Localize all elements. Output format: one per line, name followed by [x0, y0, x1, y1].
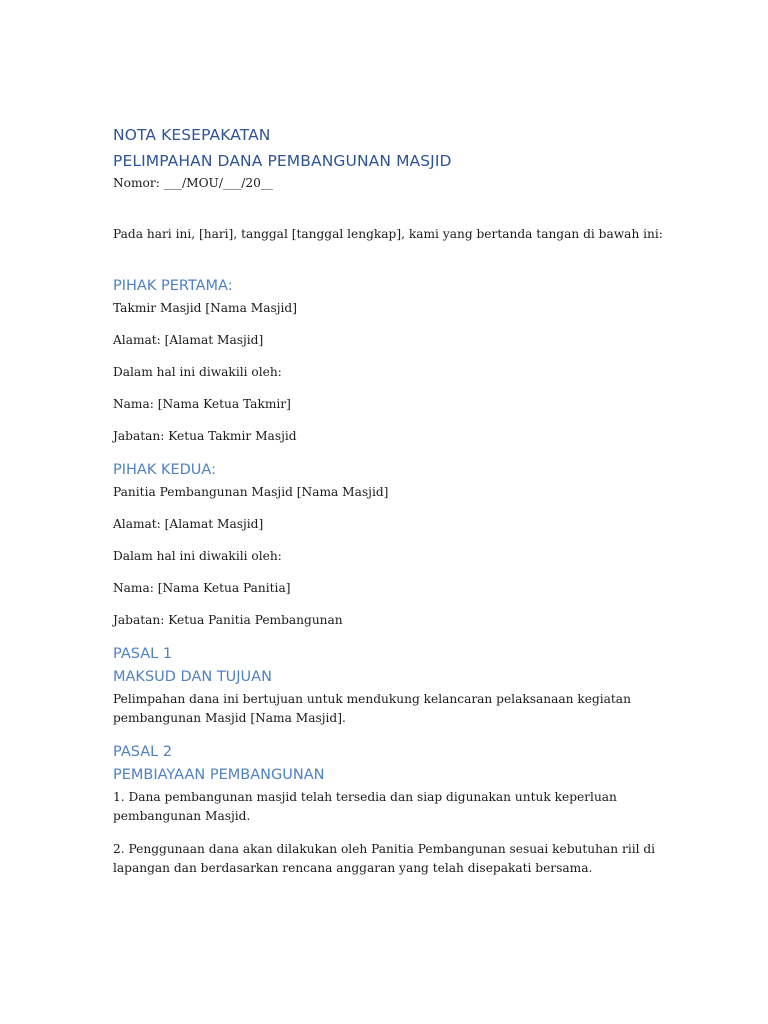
pasal1-text-line1: Pelimpahan dana ini bertujuan untuk mendukung kelancaran pelaksanaan kegiatan — [113, 692, 631, 706]
pihak-pertama-name: Takmir Masjid [Nama Masjid] — [113, 301, 297, 315]
pasal1-text-line2: pembangunan Masjid [Nama Masjid]. — [113, 711, 346, 725]
pasal2-heading: PASAL 2 — [113, 744, 173, 760]
document-number: Nomor: ___/MOU/___/20__ — [113, 176, 274, 190]
pihak-kedua-alamat: Alamat: [Alamat Masjid] — [113, 517, 264, 531]
pihak-kedua-jabatan: Jabatan: Ketua Panitia Pembangunan — [113, 613, 343, 627]
pasal2-item2-line2: lapangan dan berdasarkan rencana anggaran yang telah disepakati bersama. — [113, 861, 593, 875]
pasal1-subheading: MAKSUD DAN TUJUAN — [113, 669, 272, 685]
pasal2-item1-line1: 1. Dana pembangunan masjid telah tersedia dan siap digunakan untuk keperluan — [113, 790, 617, 804]
pihak-kedua-heading: PIHAK KEDUA: — [113, 462, 216, 478]
pasal2-item2-line1: 2. Penggunaan dana akan dilakukan oleh Panitia Pembangunan sesuai kebutuhan riil di — [113, 842, 656, 856]
pihak-pertama-jabatan: Jabatan: Ketua Takmir Masjid — [113, 429, 297, 443]
intro-paragraph: Pada hari ini, [hari], tanggal [tanggal lengkap], kami yang bertanda tangan di bawah ini: — [113, 227, 663, 241]
pihak-kedua-diwakili: Dalam hal ini diwakili oleh: — [113, 549, 282, 563]
pasal1-heading: PASAL 1 — [113, 646, 173, 662]
pihak-pertama-nama: Nama: [Nama Ketua Takmir] — [113, 397, 291, 411]
pihak-kedua-nama: Nama: [Nama Ketua Panitia] — [113, 581, 291, 595]
document-title-line2: PELIMPAHAN DANA PEMBANGUNAN MASJID — [113, 152, 452, 170]
document-title-line1: NOTA KESEPAKATAN — [113, 126, 271, 144]
pasal2-subheading: PEMBIAYAAN PEMBANGUNAN — [113, 767, 325, 783]
pihak-pertama-heading: PIHAK PERTAMA: — [113, 278, 233, 294]
pihak-kedua-name: Panitia Pembangunan Masjid [Nama Masjid] — [113, 485, 389, 499]
pihak-pertama-alamat: Alamat: [Alamat Masjid] — [113, 333, 264, 347]
pihak-pertama-diwakili: Dalam hal ini diwakili oleh: — [113, 365, 282, 379]
pasal2-item1-line2: pembangunan Masjid. — [113, 809, 251, 823]
